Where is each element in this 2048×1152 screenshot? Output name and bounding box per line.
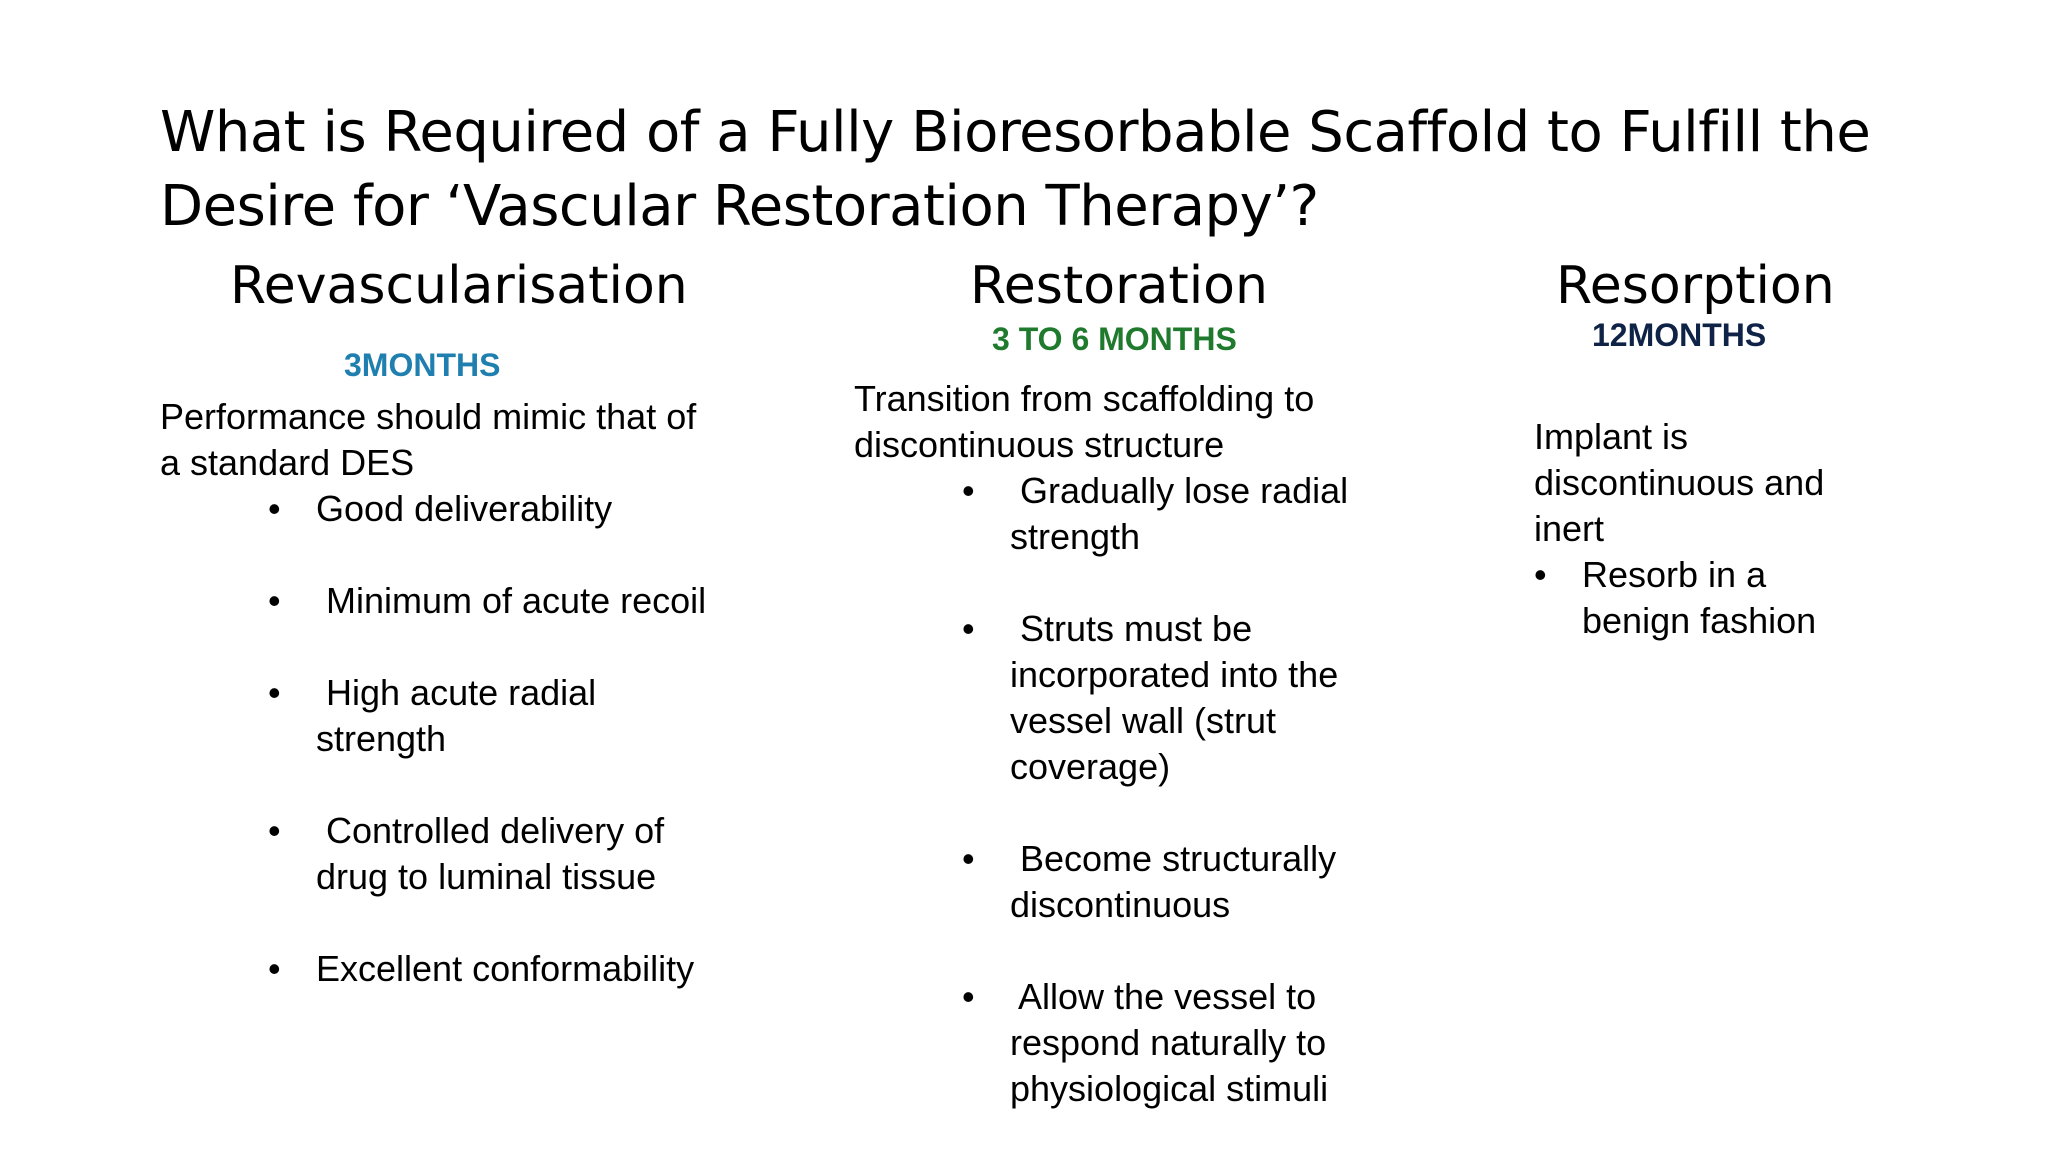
resorption-intro-line-2: discontinuous and	[1534, 462, 1825, 503]
list-item	[1534, 552, 1934, 644]
slide-title-line-2: Desire for ‘Vascular Restoration Therapy’?	[160, 174, 1319, 239]
bullet-dot: •	[962, 838, 975, 879]
revascularisation-duration: 3MONTHS	[344, 347, 501, 383]
revascularisation-bullet-list	[268, 486, 788, 992]
slide-title	[160, 96, 1920, 244]
list-item	[268, 670, 788, 762]
list-item-text: physiological stimuli	[1010, 1068, 1329, 1109]
list-item-text: discontinuous	[1010, 884, 1231, 925]
bullet-dot: •	[268, 672, 281, 713]
bullet-dot: •	[962, 608, 975, 649]
list-item-text: coverage)	[1010, 746, 1171, 787]
list-item	[268, 808, 788, 900]
list-item-text: High acute radial	[316, 672, 597, 713]
list-item	[962, 468, 1432, 560]
list-item-text: Resorb in a	[1582, 554, 1767, 595]
bullet-dot: •	[962, 470, 975, 511]
resorption-intro-line-3: inert	[1534, 508, 1605, 549]
restoration-intro-line-2: discontinuous structure	[854, 424, 1225, 465]
list-item-text: Excellent conformability	[316, 948, 695, 989]
resorption-duration: 12MONTHS	[1592, 317, 1767, 353]
list-item	[268, 946, 788, 992]
list-item-text: Become structurally	[1010, 838, 1337, 879]
list-item	[268, 486, 788, 532]
list-item-text: strength	[316, 718, 447, 759]
bullet-dot: •	[268, 810, 281, 851]
bullet-dot: •	[1534, 554, 1547, 595]
revascularisation-intro-line-2: a standard DES	[160, 442, 415, 483]
list-item-text: strength	[1010, 516, 1141, 557]
list-item-text: Allow the vessel to	[1010, 976, 1317, 1017]
list-item-text: benign fashion	[1582, 600, 1817, 641]
resorption-intro	[1534, 414, 1824, 552]
bullet-dot: •	[268, 948, 281, 989]
revascularisation-intro-line-1: Performance should mimic that of	[160, 396, 697, 437]
restoration-duration: 3 TO 6 MONTHS	[992, 321, 1237, 357]
revascularisation-intro	[160, 394, 696, 486]
list-item-text: Controlled delivery of	[316, 810, 665, 851]
resorption-heading: Resorption	[1556, 256, 1835, 316]
restoration-heading: Restoration	[970, 256, 1268, 316]
resorption-bullet-list	[1534, 552, 1934, 644]
list-item-text: Gradually lose radial	[1010, 470, 1349, 511]
bullet-dot: •	[962, 976, 975, 1017]
list-item-text: drug to luminal tissue	[316, 856, 657, 897]
revascularisation-heading: Revascularisation	[230, 256, 688, 316]
list-item	[962, 606, 1432, 790]
resorption-intro-line-1: Implant is	[1534, 416, 1689, 457]
list-item-text: Minimum of acute recoil	[316, 580, 707, 621]
list-item-text: vessel wall (strut	[1010, 700, 1277, 741]
list-item-text: respond naturally to	[1010, 1022, 1327, 1063]
bullet-dot: •	[268, 488, 281, 529]
list-item	[962, 974, 1432, 1112]
list-item-text: incorporated into the	[1010, 654, 1339, 695]
restoration-bullet-list	[962, 468, 1432, 1112]
slide-title-line-1: What is Required of a Fully Bioresorbable Scaffold to Fulfill the	[160, 100, 1871, 165]
restoration-intro	[854, 376, 1314, 468]
list-item-text: Good deliverability	[316, 488, 613, 529]
list-item	[962, 836, 1432, 928]
list-item	[268, 578, 788, 624]
restoration-intro-line-1: Transition from scaffolding to	[854, 378, 1315, 419]
bullet-dot: •	[268, 580, 281, 621]
list-item-text: Struts must be	[1010, 608, 1253, 649]
